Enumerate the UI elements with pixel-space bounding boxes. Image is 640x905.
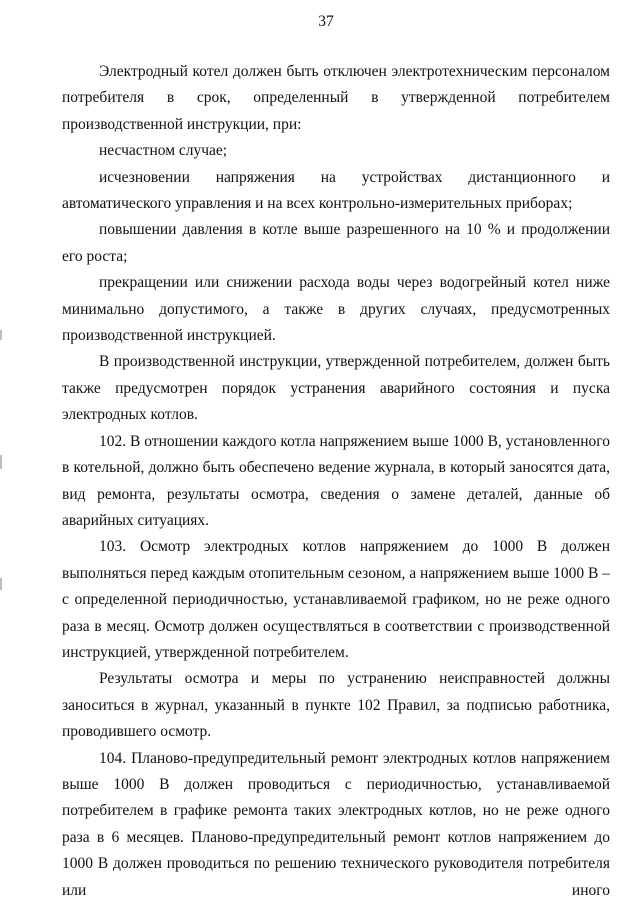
scan-edge-mark: [0, 578, 2, 590]
paragraph-emergency-procedure: В производственной инструкции, утвержденной потребителем, должен быть также предусмотрен порядок устранения аварийного состояния и пуска электродных котлов.: [62, 353, 610, 424]
paragraph-accident: несчастном случае;: [99, 142, 228, 160]
paragraph-voltage-loss: исчезновении напряжения на устройствах дистанционного и автоматического управления и на всех контрольно-измерительных приборах;: [62, 168, 610, 213]
paragraph-boiler-shutdown: Электродный котел должен быть отключен электротехническим персоналом потребителя в срок, определенный в утвержденной потребителем производственной инструкции, при:: [62, 63, 610, 133]
paragraph-water-flow: прекращении или снижении расхода воды через водогрейный котел ниже минимально допустимого, а также в других случаях, предусмотренных производственной инструкцией.: [62, 274, 610, 345]
paragraph-104-maintenance: 104. Планово-предупредительный ремонт электродных котлов напряжением выше 1000 В должен проводиться с периодичностью, устанавливаемой потребителем в графике ремонта таких электродных котлов, но не реже одного раза в 6 месяцев. Планово-предупредительный ремонт котлов напряжением до 1000 В должен проводиться по решению технического руководителя потребителя или иного: [62, 749, 610, 899]
scan-edge-mark: [0, 330, 2, 340]
paragraph-102-journal: 102. В отношении каждого котла напряжением выше 1000 В, установленного в котельной, должно быть обеспечено ведение журнала, в который заносятся дата, вид ремонта, результаты осмотра, сведения о замене деталей, данные об аварийных ситуациях.: [62, 432, 610, 529]
paragraph-pressure-increase: повышении давления в котле выше разрешенного на 10 % и продолжении его роста;: [62, 221, 610, 265]
scan-edge-mark: [0, 455, 2, 469]
document-body: [62, 59, 610, 904]
paragraph-inspection-results: Результаты осмотра и меры по устранению неисправностей должны заноситься в журнал, указанный в пункте 102 Правил, за подписью работника, проводившего осмотр.: [62, 670, 610, 741]
paragraph-103-inspection: 103. Осмотр электродных котлов напряжением до 1000 В должен выполняться перед каждым отопительным сезоном, а напряжением выше 1000 В – с определенной периодичностью, устанавливаемой графиком, но не реже одного раза в месяц. Осмотр должен осуществляться в соответствии с производственной инструкцией, утвержденной потребителем.: [62, 538, 610, 661]
page-number: 37: [318, 13, 334, 30]
